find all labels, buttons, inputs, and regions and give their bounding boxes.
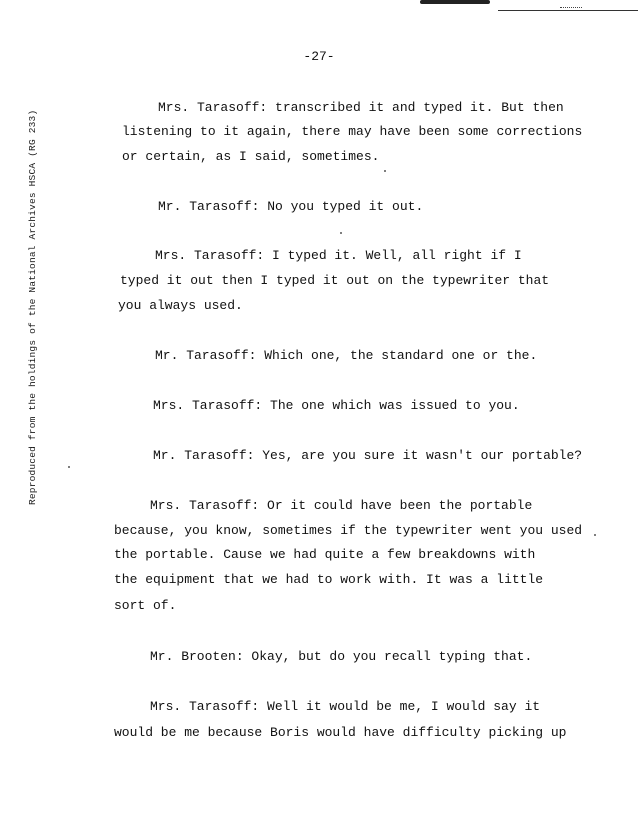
transcript-line: Mrs. Tarasoff: transcribed it and typed it. But then: [158, 100, 564, 115]
transcript-line: Mrs. Tarasoff: Or it could have been the portable: [150, 498, 533, 513]
transcript-line: Mrs. Tarasoff: I typed it. Well, all right if I: [155, 248, 522, 263]
transcript-line: the portable. Cause we had quite a few breakdowns with: [114, 547, 536, 562]
transcript-line: Mr. Tarasoff: Yes, are you sure it wasn't our portable?: [153, 448, 583, 463]
transcript-line: listening to it again, there may have been some corrections: [122, 124, 583, 139]
scan-artifact-mark: [560, 3, 582, 8]
transcript-line: Mrs. Tarasoff: The one which was issued to you.: [153, 398, 520, 413]
transcript-line: Mrs. Tarasoff: Well it would be me, I would say it: [150, 699, 541, 714]
transcript-line: Mr. Tarasoff: No you typed it out.: [158, 199, 424, 214]
transcript-line: you always used.: [118, 298, 243, 313]
scan-artifact: [420, 0, 490, 4]
scan-speck: [340, 232, 342, 234]
scan-speck: [68, 466, 70, 468]
transcript-line: because, you know, sometimes if the typewriter went you used: [114, 523, 583, 538]
scan-speck: [384, 170, 386, 172]
page-number: -27-: [303, 49, 335, 64]
archive-source-note: Reproduced from the holdings of the National Archives HSCA (RG 233): [27, 109, 38, 505]
scan-speck: [594, 534, 596, 536]
transcript-line: would be me because Boris would have difficulty picking up: [114, 725, 567, 740]
transcript-line: Mr. Tarasoff: Which one, the standard one or the.: [155, 348, 538, 363]
scan-artifact-line: [498, 10, 638, 11]
transcript-line: typed it out then I typed it out on the typewriter that: [120, 273, 550, 288]
transcript-line: Mr. Brooten: Okay, but do you recall typing that.: [150, 649, 533, 664]
transcript-line: the equipment that we had to work with. It was a little: [114, 572, 544, 587]
transcript-line: or certain, as I said, sometimes.: [122, 149, 380, 164]
transcript-line: sort of.: [114, 598, 177, 613]
